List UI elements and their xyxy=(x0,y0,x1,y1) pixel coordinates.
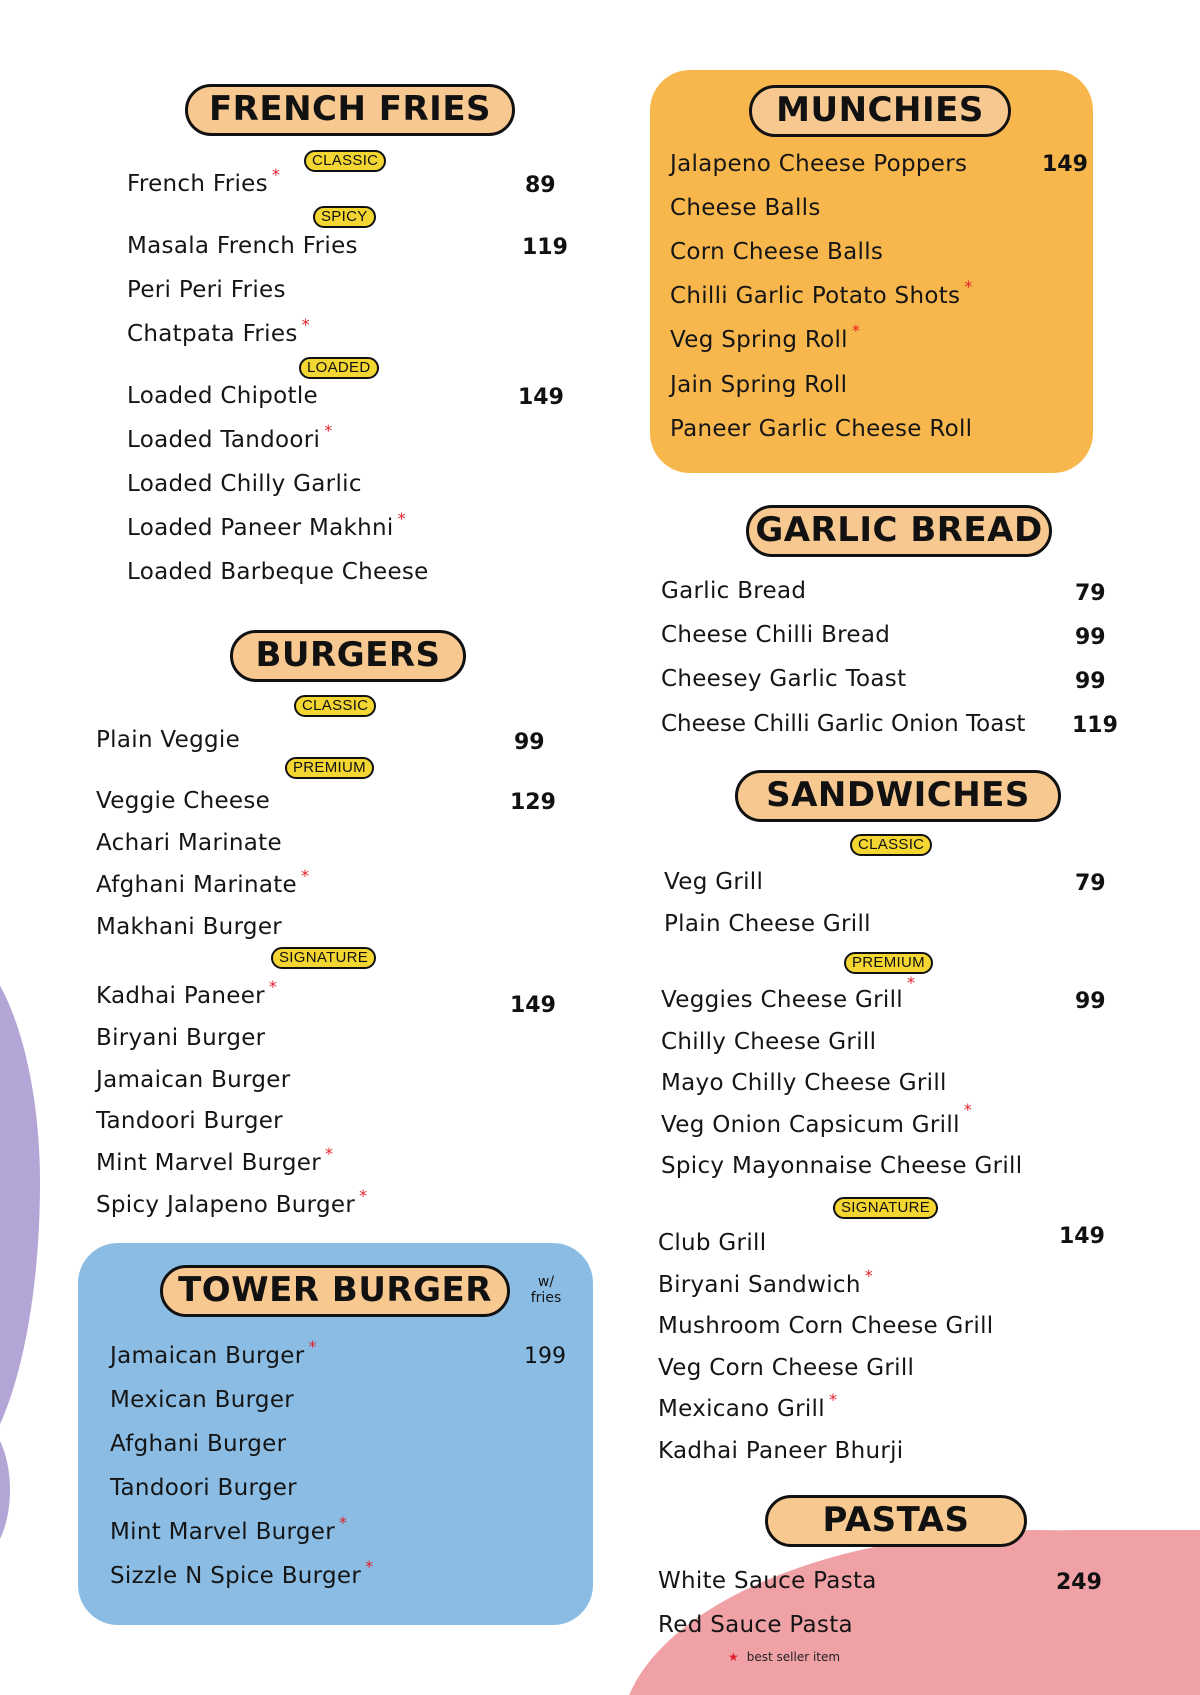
best-seller-star-icon: * xyxy=(963,1100,973,1119)
menu-item: Mint Marvel Burger * xyxy=(110,1513,348,1545)
section-title-pastas: PASTAS xyxy=(765,1495,1027,1547)
item-price: 149 xyxy=(510,993,556,1018)
best-seller-star-icon: * xyxy=(964,277,973,296)
tag-premium: PREMIUM xyxy=(844,952,933,974)
menu-item: Tandoori Burger xyxy=(110,1475,297,1501)
item-price: 149 xyxy=(1059,1224,1105,1249)
best-seller-star-icon: * xyxy=(397,509,406,528)
menu-item: Veg Grill xyxy=(664,869,764,895)
menu-item: Kadhai Paneer Bhurji xyxy=(658,1438,904,1464)
best-seller-star-icon: * xyxy=(906,973,916,992)
best-seller-star-icon: * xyxy=(301,315,310,334)
menu-item: White Sauce Pasta xyxy=(658,1568,877,1594)
menu-item: Mayo Chilly Cheese Grill xyxy=(661,1070,947,1096)
menu-item: Cheese Chilli Garlic Onion Toast xyxy=(661,711,1026,737)
menu-item: Red Sauce Pasta xyxy=(658,1612,853,1638)
best-seller-star-icon: ★ xyxy=(728,1650,739,1664)
menu-item: Mexican Burger xyxy=(110,1387,295,1413)
menu-item: Loaded Chilly Garlic xyxy=(127,471,362,497)
section-title-munchies: MUNCHIES xyxy=(749,85,1011,137)
item-price: 79 xyxy=(1075,581,1106,606)
menu-item: Sizzle N Spice Burger * xyxy=(110,1557,374,1589)
tag-classic: CLASSIC xyxy=(304,150,386,172)
tag-signature: SIGNATURE xyxy=(833,1197,938,1219)
best-seller-star-icon: * xyxy=(324,421,333,440)
menu-item: Cheese Chilli Bread xyxy=(661,622,891,648)
menu-item: Afghani Burger xyxy=(110,1431,287,1457)
menu-item: Cheese Balls xyxy=(670,195,821,221)
best-seller-legend xyxy=(728,1650,840,1664)
section-title-french-fries: FRENCH FRIES xyxy=(185,84,515,136)
best-seller-star-icon: * xyxy=(268,977,278,996)
menu-item: Loaded Tandoori * xyxy=(127,421,333,453)
tag-premium: PREMIUM xyxy=(285,757,374,779)
menu-item: Jalapeno Cheese Poppers xyxy=(670,151,968,177)
menu-item: Masala French Fries xyxy=(127,233,358,259)
best-seller-star-icon: * xyxy=(271,165,281,184)
item-price: 119 xyxy=(522,235,568,260)
menu-item: Kadhai Paneer * xyxy=(96,977,278,1009)
menu-item: Plain Veggie xyxy=(96,727,241,753)
menu-item: Garlic Bread xyxy=(661,578,807,604)
item-price: 99 xyxy=(514,730,545,755)
menu-item: Chilli Garlic Potato Shots * xyxy=(670,277,973,309)
section-title-sandwiches: SANDWICHES xyxy=(735,770,1061,822)
menu-item: Makhani Burger xyxy=(96,914,283,940)
menu-item: Corn Cheese Balls xyxy=(670,239,884,265)
item-price: 99 xyxy=(1075,669,1106,694)
with-fries-note: w/ fries xyxy=(530,1274,562,1306)
tag-classic: CLASSIC xyxy=(850,834,932,856)
tag-signature: SIGNATURE xyxy=(271,947,376,969)
best-seller-star-icon: * xyxy=(308,1337,317,1356)
item-price: 129 xyxy=(510,790,556,815)
item-price: 79 xyxy=(1075,871,1106,896)
menu-item: Loaded Chipotle xyxy=(127,383,318,409)
section-title-burgers: BURGERS xyxy=(230,630,466,682)
item-price: 149 xyxy=(518,385,564,410)
best-seller-star-icon: * xyxy=(864,1266,874,1285)
best-seller-star-icon: * xyxy=(828,1390,838,1409)
menu-item: French Fries * xyxy=(127,165,281,197)
best-seller-star-icon: * xyxy=(365,1557,374,1576)
best-seller-star-icon: * xyxy=(339,1513,348,1532)
legend-label: best seller item xyxy=(746,1650,841,1664)
menu-item: Plain Cheese Grill xyxy=(664,911,871,937)
menu-item: Paneer Garlic Cheese Roll xyxy=(670,416,973,442)
decorative-purple-blob xyxy=(0,940,40,1480)
best-seller-star-icon: * xyxy=(359,1186,368,1205)
menu-item: Achari Marinate xyxy=(96,830,282,856)
menu-item: Loaded Paneer Makhni * xyxy=(127,509,406,541)
menu-item: Mushroom Corn Cheese Grill xyxy=(658,1313,994,1339)
menu-item: Biryani Sandwich * xyxy=(658,1266,874,1298)
item-price: 249 xyxy=(1056,1570,1102,1595)
item-price: 199 xyxy=(524,1344,566,1369)
menu-item: Afghani Marinate * xyxy=(96,866,310,898)
menu-item: Veg Corn Cheese Grill xyxy=(658,1355,915,1381)
menu-item: Chatpata Fries * xyxy=(127,315,310,347)
menu-item: Spicy Mayonnaise Cheese Grill xyxy=(661,1153,1023,1179)
menu-item: Club Grill xyxy=(658,1230,767,1256)
item-price: 99 xyxy=(1075,989,1106,1014)
best-seller-star-icon: * xyxy=(301,866,310,885)
best-seller-star-icon: * xyxy=(851,321,861,340)
tag-spicy: SPICY xyxy=(313,206,376,228)
item-price: 149 xyxy=(1042,152,1088,177)
item-price: 119 xyxy=(1072,713,1118,738)
menu-item: Tandoori Burger xyxy=(96,1108,283,1134)
best-seller-star-icon: * xyxy=(325,1144,334,1163)
menu-item: Mexicano Grill * xyxy=(658,1390,838,1422)
menu-item: Veggie Cheese xyxy=(96,788,271,814)
tag-classic: CLASSIC xyxy=(294,695,376,717)
tag-loaded: LOADED xyxy=(299,357,379,379)
menu-item: Jamaican Burger * xyxy=(110,1337,317,1369)
menu-item: Biryani Burger xyxy=(96,1025,266,1051)
item-price: 89 xyxy=(525,173,556,198)
menu-item: Veg Onion Capsicum Grill* xyxy=(661,1100,973,1138)
menu-item: Peri Peri Fries xyxy=(127,277,286,303)
menu-item: Cheesey Garlic Toast xyxy=(661,666,907,692)
section-title-garlic-bread: GARLIC BREAD xyxy=(746,505,1052,557)
menu-item: Spicy Jalapeno Burger * xyxy=(96,1186,368,1218)
decorative-purple-blob-small xyxy=(0,1420,10,1560)
menu-item: Jamaican Burger xyxy=(96,1067,291,1093)
menu-item: Jain Spring Roll xyxy=(670,372,848,398)
menu-item: Loaded Barbeque Cheese xyxy=(127,559,429,585)
menu-item: Chilly Cheese Grill xyxy=(661,1029,877,1055)
section-title-tower-burger: TOWER BURGER xyxy=(160,1265,510,1317)
menu-item: Veg Spring Roll * xyxy=(670,321,861,353)
menu-item: Mint Marvel Burger * xyxy=(96,1144,334,1176)
menu-item: Veggies Cheese Grill* xyxy=(661,973,916,1013)
item-price: 99 xyxy=(1075,625,1106,650)
